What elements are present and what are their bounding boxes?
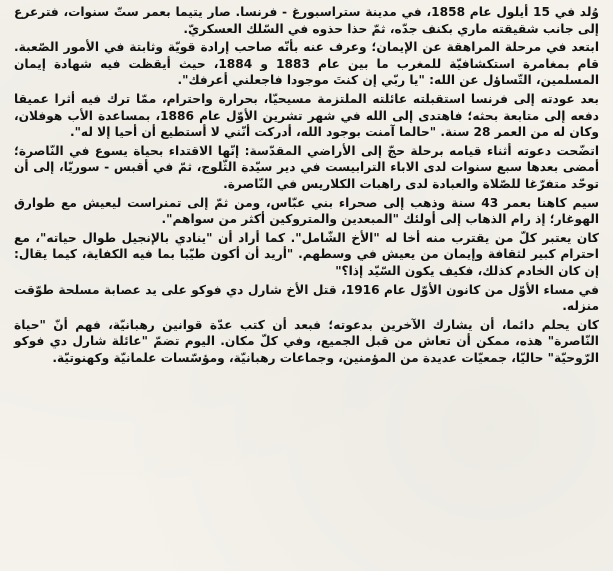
paragraph-priesthood: سيم كاهنا بعمر 43 سنة وذهب إلى صحراء بني عبّاس، ومن ثمّ إلى تمنراست ليعيش مع طوارق الهوغار؛ إذ رام الذهاب إلى أولئك "المبعدين والمتروكين أكثر من سواهم".	[14, 195, 600, 227]
biography-text	[14, 4, 599, 571]
paragraph-death: في مساء الأوّل من كانون الأوّل عام 1916، قتل الأخ شارل دي فوكو على يد عصابة مسلحة طوّقت منزله.	[14, 282, 599, 314]
paragraph-vocation: اتضّحت دعوته أثناء قيامه برحلة حجّ إلى الأراضي المقدّسة: إنّها الاقتداء بحياة يسوع في النّاصرة؛ أمضى بعدها سبع سنوات لدى الاباء الترابيست في دير سيّدة الثّلوج، ثمّ في أقبس - سوريّا، إلى أن توحّد متفرّغا للصّلاة والعبادة لدى راهبات الكلاريس في النّاصرة.	[14, 143, 599, 191]
paragraph-legacy: كان يحلم دائما، أن يشارك الآخرين بدعوته؛ فبعد أن كتب عدّة قوانين رهبانيّة، فهم أنّ "حياة النّاصرة" هذه، ممكن أن تعاش من قبل الجميع، وفي كلّ مكان. اليوم تضمّ "عائلة شارل دي فوكو الرّوحيّة" حاليّا، جمعيّات عديدة من المؤمنين، وجماعات رهبانيّة، ومؤسّسات علمانيّة وكهنوتيّة.	[14, 317, 599, 365]
paragraph-conversion: بعد عودته إلى فرنسا استقبلته عائلته الملتزمة مسيحيّا، بحرارة واحترام، ممّا ترك فيه أثرا عميقا دفعه إلى متابعة بحثه؛ فاهتدى إلى الله في شهر تشرين الأوّل عام 1886، بمساعدة الأب هوفلان، وكان له من العمر 28 سنة. "حالما آمنت بوجود الله، أدركت أنّني لا أستطيع أن أحيا إلا له".	[14, 91, 599, 140]
paragraph-universal-brother: كان يعتبر كلّ من يقترب منه أخا له "الأخ الشّامل". كما أراد أن "ينادي بالإنجيل طوال حياته"، مع احترام كبير لثقافة وإيمان من يعيش في وسطهم. "أريد أن أكون طيّبا بما فيه الكفاية، كيما يقال: إن كان الخادم كذلك، فكيف يكون السّيّد إذا؟"	[14, 230, 599, 278]
paragraph-youth: ابتعد في مرحلة المراهقة عن الإيمان؛ وعرف عنه بأنّه صاحب إرادة قويّة وثابتة في الأمور الصّعبة. قام بمغامرة استكشافيّة للمغرب ما بين عام 1883 و 1884، حيث أيقظت فيه شهادة إيمان المسلمين، التّساؤل عن الله: "يا ربّي إن كنتَ موجودا فاجعلني أعرفك".	[14, 40, 599, 88]
paragraph-birth: وُلد في 15 أيلول عام 1858، في مدينة ستراسبورغ - فرنسا. صار يتيما بعمر ستّ سنوات، فترعرع إلى جانب شقيقته ماري بكنف جدّه، ثمّ حذا حذوه في السّلك العسكريّ.	[14, 5, 599, 36]
